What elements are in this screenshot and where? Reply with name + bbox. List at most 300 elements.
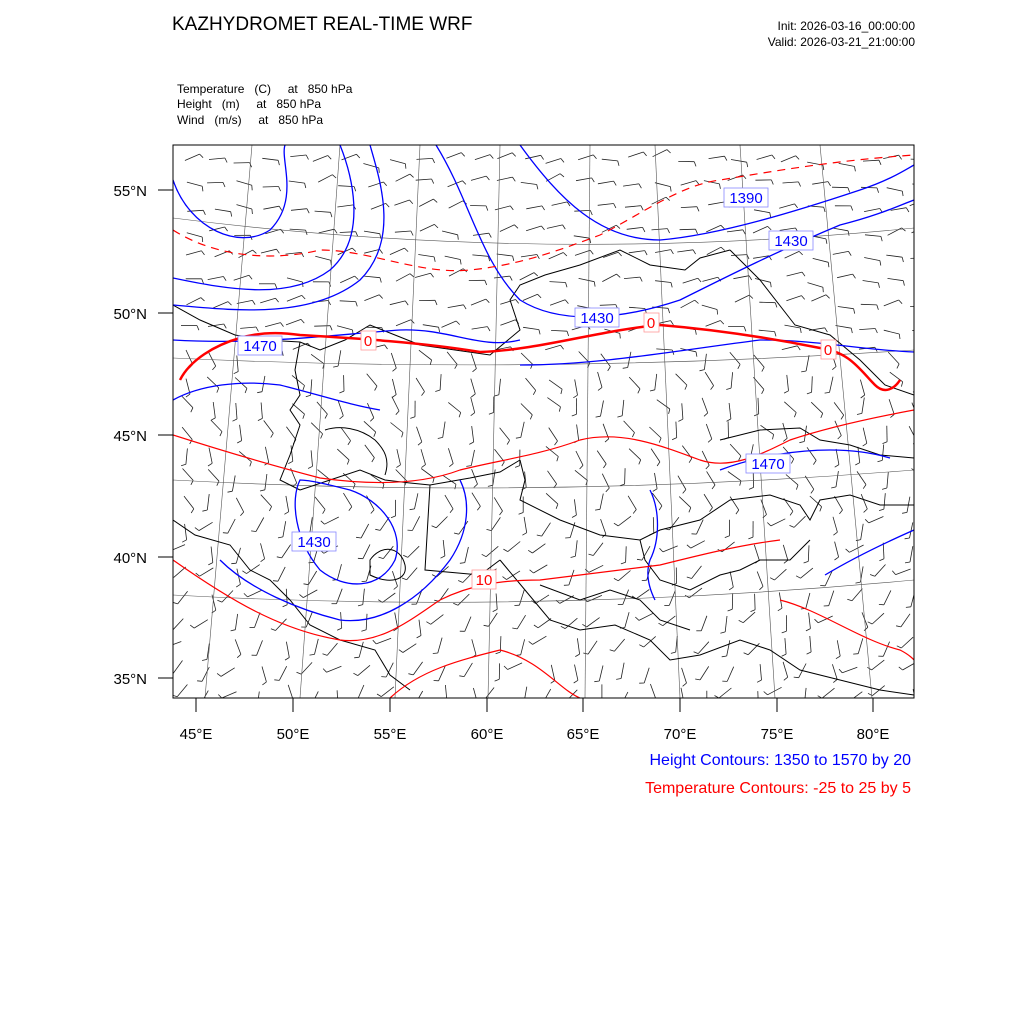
wind-barb-feather (208, 563, 213, 565)
wind-barb (340, 301, 356, 302)
wind-barb (787, 375, 789, 391)
wind-barb (618, 516, 631, 526)
wind-barb-feather (927, 160, 929, 165)
wind-barb-feather (561, 389, 562, 394)
wind-barb (286, 496, 289, 512)
wind-barb (526, 378, 536, 390)
wind-barb (806, 355, 809, 371)
wind-barb-feather (537, 535, 542, 536)
wind-barb (308, 571, 316, 585)
wind-barb (497, 254, 513, 256)
wind-barb-feather (861, 395, 865, 398)
wind-barb (702, 398, 708, 413)
wind-barb-feather (580, 465, 583, 469)
wind-barb (235, 614, 237, 630)
wind-barb-feather (493, 609, 498, 611)
wind-barb-feather (466, 466, 471, 467)
wind-barb (383, 546, 393, 559)
wind-barb (185, 524, 187, 540)
wind-barb (236, 498, 243, 512)
wind-barb (626, 546, 627, 562)
wind-barb-feather (411, 320, 415, 324)
wind-barb (473, 688, 477, 703)
wind-barb (682, 403, 683, 419)
wind-barb-feather (331, 212, 332, 217)
wind-barb (396, 274, 410, 282)
wind-barb-feather (739, 620, 744, 622)
wind-barb (887, 188, 903, 191)
wind-barb (417, 158, 433, 159)
wind-barb-feather (773, 434, 774, 439)
wind-barb-feather (411, 231, 413, 236)
wind-barb (727, 667, 734, 682)
country-borders (173, 250, 914, 695)
wind-barb (448, 305, 464, 308)
wind-barb (884, 590, 891, 604)
wind-barb (888, 352, 899, 364)
wind-barb (681, 207, 697, 208)
wind-barb-feather (706, 465, 709, 469)
wind-barb (174, 567, 186, 578)
wind-barb-feather (821, 413, 823, 418)
wind-barb (809, 613, 811, 629)
wind-barb-feather (660, 548, 663, 552)
wind-barb (810, 636, 811, 652)
wind-barb-feather (303, 386, 305, 391)
wind-barb (836, 449, 839, 465)
wind-barb-feather (191, 408, 193, 413)
wind-barb-feather (563, 253, 567, 257)
wind-barb-feather (926, 307, 928, 312)
wind-barb-feather (892, 571, 895, 575)
wind-barb (771, 519, 785, 526)
wind-barb-feather (347, 460, 349, 465)
wind-barb-feather (712, 485, 715, 489)
wind-barb (574, 499, 576, 515)
wind-barb-feather (640, 277, 642, 281)
wind-barb (423, 325, 439, 328)
wind-barb-feather (667, 229, 669, 234)
wind-barb (536, 595, 549, 604)
wind-barb-feather (455, 484, 456, 489)
wind-barb-feather (537, 185, 538, 190)
wind-barb (376, 638, 391, 644)
wind-barb-feather (791, 459, 793, 463)
wind-barb-feather (603, 464, 606, 468)
wind-barb (600, 494, 603, 510)
wind-barb-feather (899, 300, 902, 304)
wind-barb-feather (435, 300, 437, 305)
wind-barb-feather (306, 155, 308, 160)
wind-barb-feather (252, 209, 253, 214)
wind-barb-feather (749, 276, 752, 280)
wind-barb-feather (590, 238, 591, 243)
wind-barb (390, 160, 405, 164)
wind-barb-feather (323, 509, 326, 513)
wind-barb-feather (744, 327, 746, 332)
wind-barb (382, 593, 395, 602)
wind-barb-feather (694, 162, 696, 167)
wind-barb (232, 476, 235, 492)
wind-barb-feather (614, 523, 618, 526)
wind-barb-feather (754, 707, 759, 709)
wind-barb-feather (632, 433, 634, 438)
wind-barb-feather (530, 570, 534, 573)
wind-barb (472, 255, 488, 256)
wind-barb-feather (252, 300, 255, 304)
wind-barb-feather (474, 484, 478, 487)
wind-barb-feather (168, 629, 173, 631)
wind-barb-feather (912, 705, 916, 708)
wind-barb-feather (379, 557, 384, 559)
wind-barb-feather (305, 183, 306, 188)
wind-barb-feather (405, 164, 406, 169)
wind-barb-feather (561, 345, 564, 349)
wind-barb-feather (200, 154, 204, 158)
wind-barb-feather (617, 416, 622, 417)
wind-barb (448, 448, 453, 463)
wind-barb (621, 692, 628, 706)
wind-barb (213, 302, 228, 308)
wind-barb-feather (332, 175, 336, 178)
wind-barb (341, 428, 350, 441)
wind-barb (290, 229, 306, 230)
wind-barb-feather (530, 415, 532, 420)
wind-barb-feather (220, 432, 222, 437)
wind-barb-feather (610, 650, 615, 652)
wind-barb-feather (695, 330, 696, 335)
wind-barb (517, 615, 525, 629)
wind-barb-feather (782, 654, 787, 656)
wind-barb-feather (575, 654, 579, 657)
wind-barb (200, 568, 214, 576)
wind-barb-feather (641, 206, 643, 211)
wind-barb (655, 281, 671, 283)
wind-barb (263, 187, 279, 188)
wind-barb-feather (334, 229, 337, 233)
wind-barb (669, 517, 679, 530)
wind-barb-feather (605, 439, 609, 442)
wind-barb (830, 377, 834, 393)
wind-barb-feather (358, 605, 363, 606)
wind-barb (524, 517, 527, 533)
wind-barb (849, 545, 863, 552)
wind-barb (727, 230, 743, 232)
wind-barb (338, 401, 343, 416)
wind-barb (681, 688, 684, 704)
wind-barb (359, 642, 363, 657)
wind-barb (655, 183, 671, 187)
wind-barb (663, 546, 678, 552)
wind-barb (508, 663, 522, 670)
wind-barb-feather (308, 466, 312, 468)
wind-barb-feather (903, 281, 904, 286)
wind-barb (705, 372, 714, 386)
lat-label-50: 50°N (113, 306, 147, 323)
wind-barb (208, 277, 224, 280)
wind-barb-feather (856, 540, 861, 541)
lon-label-80: 80°E (856, 726, 890, 743)
wind-barb (397, 449, 401, 465)
wind-barb (445, 256, 461, 259)
wind-barb (458, 594, 469, 605)
wind-barb (704, 494, 713, 508)
wind-barb-feather (330, 326, 332, 331)
wind-barb-feather (864, 509, 868, 512)
wind-barb-feather (339, 391, 344, 393)
wind-barb (471, 450, 474, 466)
wind-barb-feather (321, 434, 323, 439)
wind-barb (543, 689, 551, 703)
wind-barb-feather (879, 559, 884, 561)
wind-barb (702, 277, 718, 281)
wind-barb-feather (807, 652, 812, 654)
wind-barb-feather (514, 225, 518, 229)
wind-barb-feather (249, 275, 252, 279)
wind-barb (593, 543, 603, 556)
wind-barb (471, 176, 486, 180)
wind-barb (758, 398, 759, 414)
wind-barb-feather (504, 666, 508, 670)
wind-barb-feather (770, 578, 774, 580)
wind-barb (579, 278, 595, 281)
wind-barb-feather (875, 329, 877, 334)
wind-barb-feather (708, 439, 712, 442)
wind-barb-feather (195, 528, 199, 531)
wind-barb-feather (901, 382, 902, 387)
wind-barb-feather (928, 328, 931, 332)
wind-barb (237, 356, 238, 372)
wind-barb (852, 589, 862, 601)
wind-barb-feather (426, 622, 430, 625)
wind-barb (884, 493, 885, 509)
wind-barb-feather (594, 282, 595, 287)
wind-barb-feather (669, 409, 670, 414)
lon-label-55: 55°E (373, 726, 407, 743)
wind-barb (629, 251, 645, 253)
wind-barb-feather (826, 239, 827, 244)
wind-barb (237, 205, 252, 209)
wind-barb-feather (236, 584, 240, 587)
wind-barb (343, 493, 351, 507)
wind-barb-feather (659, 438, 661, 443)
wind-barb-feather (203, 210, 205, 215)
wind-barb-feather (800, 704, 805, 705)
wind-barb (786, 296, 801, 301)
wind-barb-feather (657, 462, 660, 466)
wind-barb (415, 493, 418, 509)
wind-barb (806, 593, 810, 608)
wind-barb (392, 379, 396, 395)
height-label-1470-west: 1470 (243, 338, 277, 355)
wind-barb (779, 204, 794, 208)
wind-barb-feather (513, 256, 514, 261)
temp-label-10: 10 (475, 572, 493, 589)
wind-barb-feather (471, 394, 475, 397)
wind-barb-feather (693, 250, 696, 254)
wind-barb (706, 321, 721, 327)
wind-barb (417, 427, 422, 442)
wind-barb-feather (851, 206, 853, 211)
wind-barb-feather (567, 331, 569, 336)
wind-barb (237, 300, 253, 303)
wind-barb (838, 307, 854, 309)
wind-barb (681, 300, 695, 308)
wind-barb (644, 668, 649, 683)
wind-barb-feather (572, 414, 577, 416)
wind-barb-feather (190, 625, 194, 628)
wind-barb (443, 540, 445, 556)
wind-barb-feather (680, 704, 684, 707)
wind-barb-feather (748, 537, 753, 539)
wind-barb-feather (695, 300, 699, 303)
wind-barb-feather (784, 391, 788, 393)
wind-barb (727, 640, 730, 656)
wind-barb-feather (835, 465, 839, 468)
wind-barb (599, 666, 603, 682)
wind-barb-feather (799, 442, 804, 443)
wind-barb-feather (275, 284, 277, 289)
wind-barb-feather (380, 278, 381, 283)
wind-barb-feather (833, 679, 837, 682)
wind-barb (882, 445, 883, 461)
wind-barb-feather (582, 624, 586, 627)
wind-barb-feather (883, 442, 888, 444)
wind-barb-feather (244, 593, 248, 597)
wind-barb-feather (902, 191, 903, 196)
wind-barb (786, 475, 798, 485)
wind-barb (391, 353, 396, 368)
wind-barb (915, 283, 931, 285)
wind-barb-feather (801, 371, 806, 372)
wind-barb (236, 403, 237, 419)
wind-barb-feather (384, 182, 387, 186)
wind-barb-feather (202, 659, 207, 660)
wind-barb-feather (487, 327, 490, 331)
wind-barb-feather (348, 441, 351, 445)
wind-barb (211, 420, 222, 432)
wind-barb (835, 496, 843, 510)
wind-barb-feather (795, 204, 798, 208)
wind-barb-feather (616, 225, 620, 228)
wind-barb-feather (762, 389, 764, 393)
wind-barb-feather (372, 458, 375, 462)
wind-barb (859, 329, 875, 330)
wind-barb (521, 255, 537, 257)
wind-barb-feather (277, 557, 282, 558)
wind-barb (888, 278, 904, 280)
wind-barb (199, 522, 213, 530)
wind-barb-feather (832, 367, 836, 370)
wind-barb (837, 640, 840, 656)
wind-barb-feather (796, 156, 799, 160)
wind-barb (257, 692, 259, 708)
wind-barb-feather (432, 179, 434, 184)
wind-barb (473, 233, 489, 235)
wind-barb-feather (574, 680, 578, 683)
wind-barb-feather (796, 576, 800, 578)
wind-barb-feather (464, 305, 467, 309)
wind-barb (166, 642, 181, 648)
wind-barb-feather (905, 562, 910, 563)
wind-barb-feather (208, 463, 212, 466)
wind-barb-feather (503, 549, 507, 552)
wind-barb-feather (410, 704, 415, 705)
wind-barb-feather (717, 310, 718, 315)
wind-barb (629, 307, 645, 308)
wind-barb-feather (914, 418, 918, 421)
wind-barb (860, 380, 864, 395)
wind-barb (290, 155, 306, 157)
wind-barb-feather (225, 158, 227, 163)
wind-barb (655, 250, 671, 253)
wind-barb-feather (839, 510, 842, 514)
wind-barb-feather (463, 181, 466, 185)
wind-barb-feather (490, 155, 493, 159)
wind-barb (889, 399, 894, 414)
wind-barb-feather (877, 305, 879, 310)
wind-barb (629, 377, 640, 389)
wind-barb (842, 667, 857, 673)
wind-barb (443, 422, 445, 438)
wind-barb-feather (202, 251, 205, 255)
wind-barb-feather (256, 327, 258, 332)
wind-barb-feather (496, 652, 501, 654)
wind-barb (735, 295, 749, 302)
init-time: Init: 2026-03-16_00:00:00 (777, 19, 915, 33)
wind-barb (240, 327, 256, 328)
wind-barb-feather (323, 669, 326, 673)
wind-barb-feather (689, 458, 692, 462)
height-label-1430-center: 1430 (580, 310, 614, 327)
wind-barb (538, 619, 551, 628)
wind-barb-feather (484, 625, 489, 626)
wind-barb-feather (408, 674, 413, 675)
wind-barb-feather (507, 440, 510, 444)
wind-barb-feather (848, 188, 850, 193)
wind-barb-feather (879, 160, 881, 165)
wind-barb (676, 422, 677, 438)
wind-barb-feather (354, 187, 356, 192)
wind-barb (697, 520, 704, 535)
wind-barb-feather (925, 200, 928, 204)
wind-barb-feather (163, 643, 166, 647)
wind-barb (209, 448, 212, 464)
wind-barb-feather (621, 562, 626, 564)
wind-barb (861, 524, 864, 540)
wind-barb (549, 380, 562, 389)
wind-barb (366, 614, 367, 630)
wind-barb (445, 495, 453, 509)
wind-barb (327, 643, 337, 655)
wind-barb (729, 403, 731, 419)
wind-barb (365, 445, 375, 458)
wind-barb (600, 305, 616, 306)
wind-barb (471, 379, 476, 394)
wind-barb-feather (538, 294, 542, 298)
wind-barb-feather (228, 491, 233, 492)
wind-barb-feather (539, 330, 540, 335)
wind-barb (813, 258, 829, 262)
wind-barb-feather (778, 608, 782, 611)
wind-barb-feather (868, 622, 873, 624)
wind-barb (550, 300, 565, 305)
wind-barb (627, 227, 643, 229)
wind-barb-feather (337, 628, 342, 630)
wind-barb (311, 423, 322, 434)
wind-barb (311, 354, 324, 364)
wind-barb (315, 639, 319, 655)
